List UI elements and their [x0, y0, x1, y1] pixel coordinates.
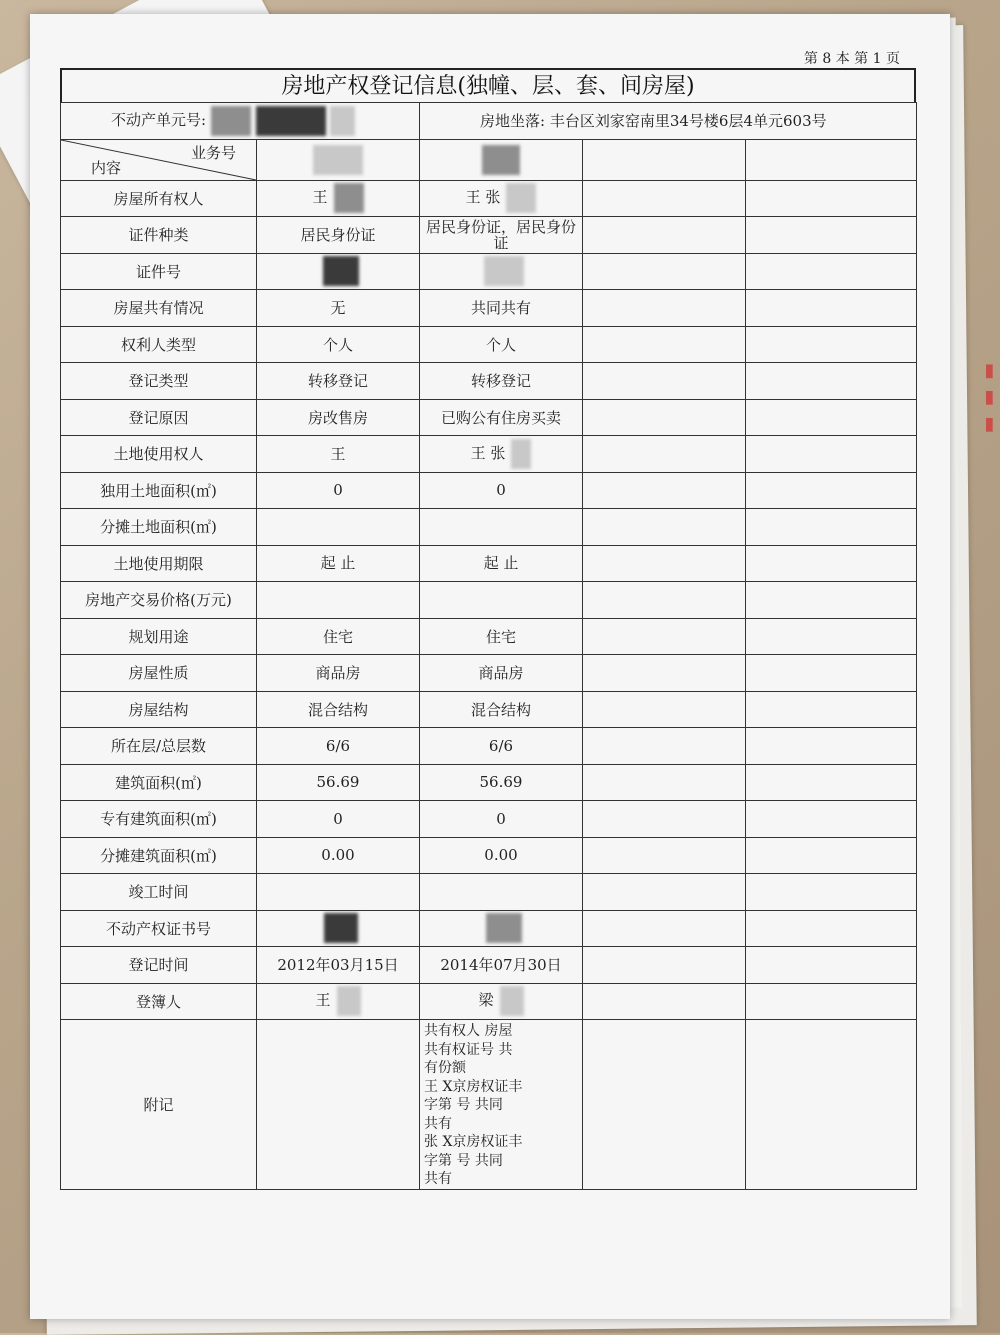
- table-row: [61, 691, 917, 728]
- value-cell-2: [420, 910, 583, 947]
- row-label: 专有建筑面积(㎡): [61, 801, 257, 838]
- notes-row: [61, 1020, 917, 1190]
- value-cell-2: 王 张: [420, 180, 583, 217]
- row-label: 建筑面积(㎡): [61, 764, 257, 801]
- value-cell-2: 混合结构: [420, 691, 583, 728]
- empty-cell: [583, 545, 746, 582]
- table-row: [61, 180, 917, 217]
- value-cell-1: 混合结构: [257, 691, 420, 728]
- registration-table: [60, 102, 917, 1190]
- empty-cell: [583, 217, 746, 254]
- redacted-block: [211, 106, 251, 136]
- empty-cell: [746, 253, 917, 290]
- value-cell-1: 0: [257, 472, 420, 509]
- row-label: 登记原因: [61, 399, 257, 436]
- empty-cell: [583, 983, 746, 1020]
- row-label: 登记类型: [61, 363, 257, 400]
- row-label: 证件号: [61, 253, 257, 290]
- value-cell-2: 0: [420, 801, 583, 838]
- value-cell-1: 无: [257, 290, 420, 327]
- table-row: [61, 545, 917, 582]
- value-cell-1: 住宅: [257, 618, 420, 655]
- table-row: [61, 399, 917, 436]
- empty-cell: [583, 253, 746, 290]
- empty-cell: [746, 509, 917, 546]
- empty-cell: [746, 545, 917, 582]
- row-label: 分摊建筑面积(㎡): [61, 837, 257, 874]
- value-cell-1: 个人: [257, 326, 420, 363]
- unit-number-label: 不动产单元号:: [111, 110, 207, 129]
- business-number-row: [61, 139, 917, 180]
- notes-cell-1: [257, 1020, 420, 1190]
- location-value: 丰台区刘家窑南里34号楼6层4单元603号: [549, 112, 827, 131]
- table-row: [61, 837, 917, 874]
- value-cell-1: 2012年03月15日: [257, 947, 420, 984]
- row-label: 竣工时间: [61, 874, 257, 911]
- business-number-2: [420, 139, 583, 180]
- empty-cell: [746, 180, 917, 217]
- value-cell-1: [257, 253, 420, 290]
- location-label: 房地坐落:: [480, 112, 546, 131]
- empty-cell: [746, 1020, 917, 1190]
- empty-cell: [583, 472, 746, 509]
- row-label: 房屋性质: [61, 655, 257, 692]
- notes-cell-2: 共有权人 房屋 共有权证号 共 有份额 王 X京房权证丰 字第 号 共同 共有 张 X京房权证丰 字第 号 共同 共有: [420, 1020, 583, 1190]
- row-label: 分摊土地面积(㎡): [61, 509, 257, 546]
- content-label: 内容: [91, 158, 122, 177]
- empty-cell: [746, 655, 917, 692]
- value-cell-1: [257, 509, 420, 546]
- redacted-block: [511, 439, 531, 469]
- row-label: 规划用途: [61, 618, 257, 655]
- value-cell-1: 商品房: [257, 655, 420, 692]
- redacted-block: [337, 986, 361, 1016]
- table-row: [61, 874, 917, 911]
- empty-cell: [746, 290, 917, 327]
- value-cell-1: [257, 874, 420, 911]
- row-label: 所在层/总层数: [61, 728, 257, 765]
- empty-cell: [583, 764, 746, 801]
- redacted-block: [256, 106, 326, 136]
- table-row: [61, 436, 917, 473]
- value-cell-1: 起 止: [257, 545, 420, 582]
- empty-cell: [583, 139, 746, 180]
- business-number-1: [257, 139, 420, 180]
- header-diagonal-cell: [61, 139, 257, 180]
- value-cell-2: 0.00: [420, 837, 583, 874]
- value-cell-2: 转移登记: [420, 363, 583, 400]
- empty-cell: [746, 728, 917, 765]
- value-cell-1: [257, 582, 420, 619]
- value-cell-1: 6/6: [257, 728, 420, 765]
- empty-cell: [583, 874, 746, 911]
- empty-cell: [583, 326, 746, 363]
- table-row: [61, 728, 917, 765]
- value-cell-1: 王: [257, 180, 420, 217]
- value-cell-1: 56.69: [257, 764, 420, 801]
- row-label: 房屋结构: [61, 691, 257, 728]
- empty-cell: [583, 436, 746, 473]
- value-cell-1: 0: [257, 801, 420, 838]
- empty-cell: [746, 436, 917, 473]
- row-label: 房地产交易价格(万元): [61, 582, 257, 619]
- business-number-label: 业务号: [190, 143, 236, 162]
- red-stamp-edge: ▮ ▮ ▮: [979, 360, 1000, 435]
- redacted-block: [334, 183, 364, 213]
- redacted-block: [323, 256, 359, 286]
- table-row: [61, 290, 917, 327]
- value-cell-1: 居民身份证: [257, 217, 420, 254]
- row-label: 不动产权证书号: [61, 910, 257, 947]
- table-row: [61, 764, 917, 801]
- value-cell-2: [420, 509, 583, 546]
- value-cell-2: [420, 253, 583, 290]
- redacted-block: [506, 183, 536, 213]
- table-row: [61, 983, 917, 1020]
- unit-number-row: [61, 103, 917, 140]
- empty-cell: [746, 983, 917, 1020]
- unit-number-cell: [61, 103, 420, 140]
- empty-cell: [746, 399, 917, 436]
- redacted-block: [313, 145, 363, 175]
- value-cell-1: 转移登记: [257, 363, 420, 400]
- value-cell-1: 王: [257, 983, 420, 1020]
- empty-cell: [583, 582, 746, 619]
- value-cell-2: 个人: [420, 326, 583, 363]
- table-row: [61, 655, 917, 692]
- empty-cell: [746, 582, 917, 619]
- value-cell-2: 2014年07月30日: [420, 947, 583, 984]
- redacted-block: [500, 986, 524, 1016]
- redacted-block: [484, 256, 524, 286]
- empty-cell: [583, 837, 746, 874]
- table-row: [61, 363, 917, 400]
- empty-cell: [746, 363, 917, 400]
- row-label: 独用土地面积(㎡): [61, 472, 257, 509]
- table-row: [61, 947, 917, 984]
- table-row: [61, 253, 917, 290]
- empty-cell: [583, 618, 746, 655]
- table-row: [61, 582, 917, 619]
- row-label: 证件种类: [61, 217, 257, 254]
- empty-cell: [583, 1020, 746, 1190]
- empty-cell: [746, 801, 917, 838]
- empty-cell: [583, 180, 746, 217]
- value-cell-2: [420, 874, 583, 911]
- page-number: 第 8 本 第 1 页: [803, 51, 900, 67]
- row-label: 房屋所有权人: [61, 180, 257, 217]
- empty-cell: [583, 655, 746, 692]
- value-cell-1: 0.00: [257, 837, 420, 874]
- value-cell-2: 王 张: [420, 436, 583, 473]
- empty-cell: [746, 217, 917, 254]
- value-cell-1: [257, 910, 420, 947]
- empty-cell: [583, 290, 746, 327]
- value-cell-2: 6/6: [420, 728, 583, 765]
- empty-cell: [583, 801, 746, 838]
- empty-cell: [583, 399, 746, 436]
- redacted-block: [486, 913, 522, 943]
- row-label: 权利人类型: [61, 326, 257, 363]
- empty-cell: [746, 472, 917, 509]
- row-label: 登记时间: [61, 947, 257, 984]
- notes-label: 附记: [61, 1020, 257, 1190]
- value-cell-2: 梁: [420, 983, 583, 1020]
- row-label: 土地使用期限: [61, 545, 257, 582]
- value-cell-2: [420, 582, 583, 619]
- table-row: [61, 217, 917, 254]
- empty-cell: [583, 947, 746, 984]
- value-cell-2: 起 止: [420, 545, 583, 582]
- redacted-block: [330, 106, 355, 136]
- row-label: 登簿人: [61, 983, 257, 1020]
- empty-cell: [746, 139, 917, 180]
- empty-cell: [746, 618, 917, 655]
- value-cell-2: 56.69: [420, 764, 583, 801]
- value-cell-2: 居民身份证，居民身份证: [420, 217, 583, 254]
- table-row: [61, 910, 917, 947]
- value-cell-1: 房改售房: [257, 399, 420, 436]
- value-cell-2: 住宅: [420, 618, 583, 655]
- empty-cell: [746, 326, 917, 363]
- document-title: 房地产权登记信息(独幢、层、套、间房屋): [60, 68, 916, 102]
- empty-cell: [746, 837, 917, 874]
- empty-cell: [583, 728, 746, 765]
- row-label: 土地使用权人: [61, 436, 257, 473]
- empty-cell: [583, 509, 746, 546]
- empty-cell: [746, 691, 917, 728]
- table-row: [61, 618, 917, 655]
- table-row: [61, 509, 917, 546]
- redacted-block: [482, 145, 520, 175]
- empty-cell: [583, 363, 746, 400]
- empty-cell: [746, 910, 917, 947]
- empty-cell: [583, 691, 746, 728]
- value-cell-2: 0: [420, 472, 583, 509]
- empty-cell: [746, 874, 917, 911]
- row-label: 房屋共有情况: [61, 290, 257, 327]
- value-cell-1: 王: [257, 436, 420, 473]
- table-row: [61, 326, 917, 363]
- value-cell-2: 商品房: [420, 655, 583, 692]
- value-cell-2: 已购公有住房买卖: [420, 399, 583, 436]
- table-row: [61, 472, 917, 509]
- empty-cell: [746, 764, 917, 801]
- redacted-block: [324, 913, 358, 943]
- value-cell-2: 共同共有: [420, 290, 583, 327]
- table-row: [61, 801, 917, 838]
- empty-cell: [746, 947, 917, 984]
- location-cell: [420, 103, 917, 140]
- empty-cell: [583, 910, 746, 947]
